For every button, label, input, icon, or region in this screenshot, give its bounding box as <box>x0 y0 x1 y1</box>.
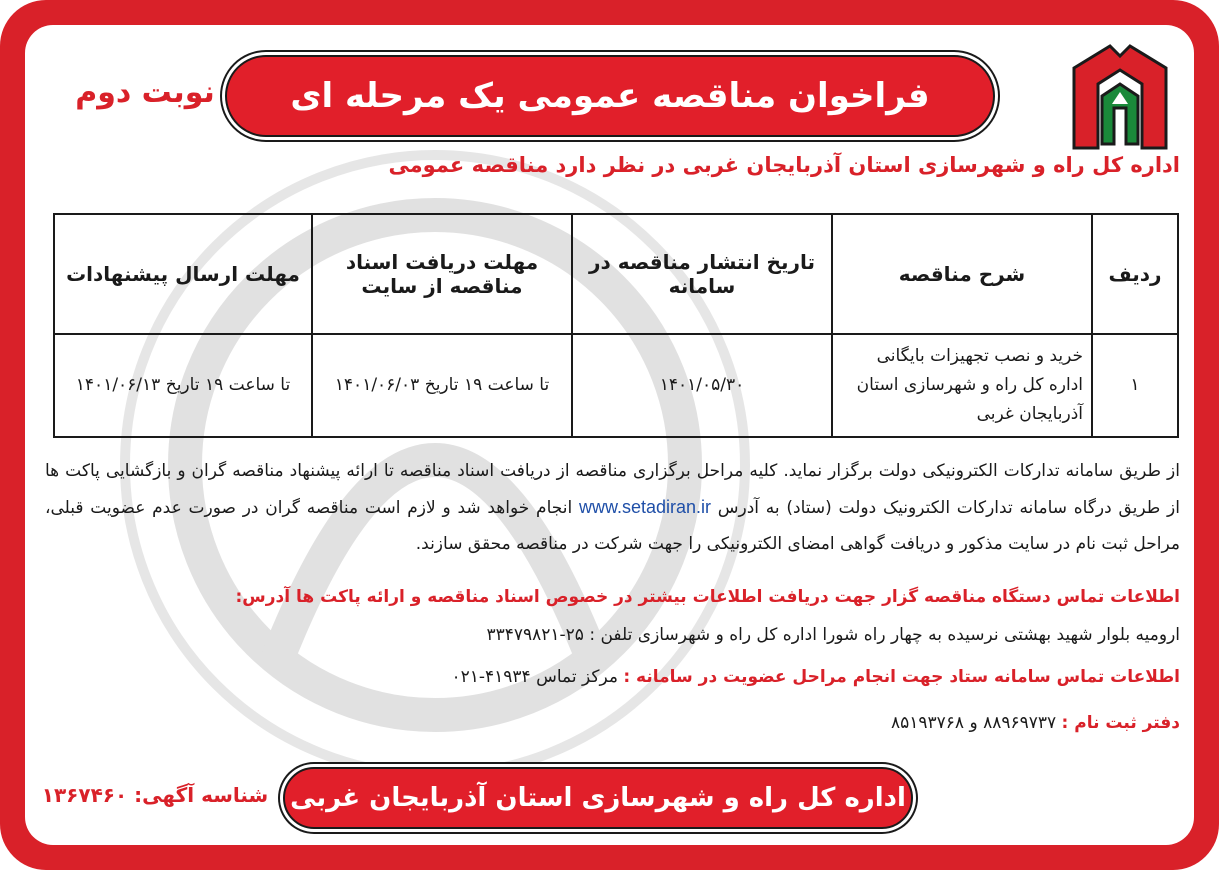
setad-value: مرکز تماس ۴۱۹۳۴-۰۲۱ <box>451 667 618 687</box>
header-offers-deadline: مهلت ارسال پیشنهادات <box>54 214 312 334</box>
table-header-row <box>54 214 1178 334</box>
footer-organization: اداره کل راه و شهرسازی استان آذربایجان غربی <box>283 767 913 829</box>
body-text-part1: از طریق سامانه تدارکات الکترونیکی دولت برگزار نماید. کلیه مراحل برگزاری مناقصه از دریافت اسناد مناقصه تا ارائه پیشنهاد مناقصه گران و بازگشایی پاکت ها از طریق درگاه سامانه تدارکات الکترونیک دولت (ستاد) به آدرس <box>45 461 1180 518</box>
header-description: شرح مناقصه <box>832 214 1092 334</box>
contact-heading: اطلاعات تماس دستگاه مناقصه گزار جهت دریافت اطلاعات بیشتر در خصوص اسناد مناقصه و ارائه پاکت ها آدرس: <box>235 587 1180 607</box>
road-ministry-logo-icon <box>1060 40 1178 158</box>
cell-description: خرید و نصب تجهیزات بایگانی اداره کل راه و شهرسازی استان آذربایجان غربی <box>832 334 1092 437</box>
registry-label: دفتر ثبت نام : <box>1061 713 1180 733</box>
cell-publish-date: ۱۴۰۱/۰۵/۳۰ <box>572 334 832 437</box>
body-paragraph <box>45 453 1180 562</box>
website-link[interactable]: www.setadiran.ir <box>578 497 711 517</box>
cell-offers-deadline: تا ساعت ۱۹ تاریخ ۱۴۰۱/۰۶/۱۳ <box>54 334 312 437</box>
registry-line <box>45 713 1180 733</box>
setad-label: اطلاعات تماس سامانه ستاد جهت انجام مراحل عضویت در سامانه : <box>623 667 1180 687</box>
header-row-number: ردیف <box>1092 214 1178 334</box>
cell-docs-deadline: تا ساعت ۱۹ تاریخ ۱۴۰۱/۰۶/۰۳ <box>312 334 572 437</box>
headline: اداره کل راه و شهرسازی استان آذربایجان غربی در نظر دارد مناقصه عمومی <box>388 153 1180 177</box>
address-line: ارومیه بلوار شهید بهشتی نرسیده به چهار راه شورا اداره کل راه و شهرسازی تلفن : ۲۵-۳۳۴۷۹۸۲۱ <box>486 625 1180 645</box>
body-text-part2: انجام خواهد شد و لازم است مناقصه گران در صورت عدم عضویت قبلی، مراحل ثبت نام در سایت مذکور و دریافت گواهی امضای الکترونیکی را جهت شرکت در مناقصه محقق سازند. <box>45 498 1180 554</box>
round-label: نوبت دوم <box>75 75 215 110</box>
registry-value: ۸۸۹۶۹۷۳۷ و ۸۵۱۹۳۷۶۸ <box>891 713 1057 733</box>
header-publish-date: تاریخ انتشار مناقصه در سامانه <box>572 214 832 334</box>
setad-contact-line <box>45 667 1180 687</box>
tender-table <box>53 213 1179 438</box>
notice-title: فراخوان مناقصه عمومی یک مرحله ای <box>225 55 995 137</box>
table-row <box>54 334 1178 437</box>
header-docs-deadline: مهلت دریافت اسناد مناقصه از سایت <box>312 214 572 334</box>
ad-body <box>25 25 1194 845</box>
cell-row-number: ۱ <box>1092 334 1178 437</box>
ad-identifier: شناسه آگهی: ۱۳۶۷۴۶۰ <box>41 783 269 807</box>
